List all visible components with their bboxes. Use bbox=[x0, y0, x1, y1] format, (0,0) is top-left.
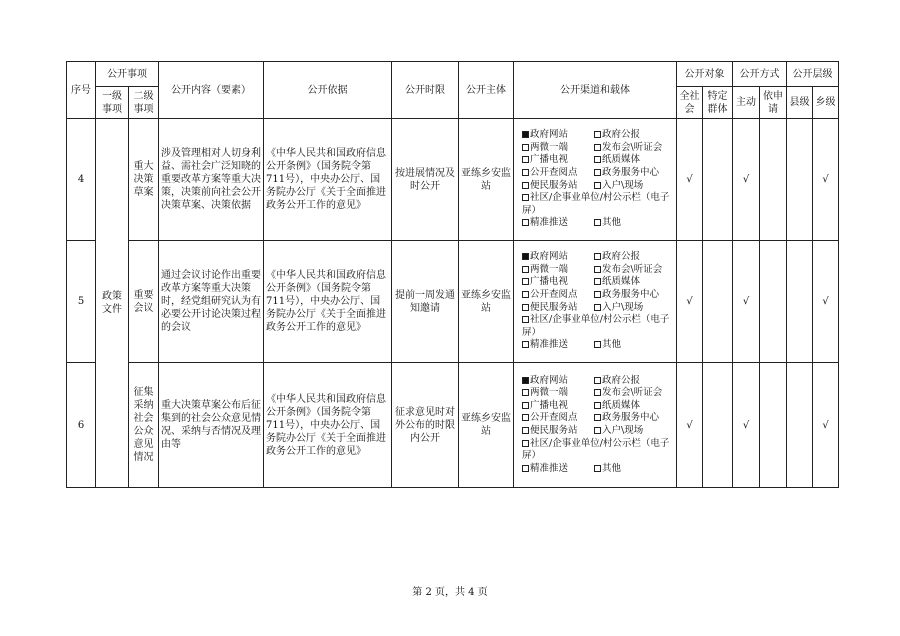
header-target-all: 全社会 bbox=[677, 87, 703, 119]
channel-label: 两微一端 bbox=[530, 141, 569, 153]
channel-option bbox=[594, 154, 640, 167]
channel-option bbox=[522, 142, 594, 155]
header-basis: 公开依据 bbox=[264, 62, 392, 119]
channel-label: 政府公报 bbox=[602, 374, 641, 386]
channel-line bbox=[522, 180, 674, 193]
channel-option bbox=[522, 251, 594, 264]
header-level1: 一级事项 bbox=[96, 87, 129, 119]
row-target-all: √ bbox=[677, 241, 703, 363]
row-channels bbox=[514, 119, 677, 241]
header-content: 公开内容（要素） bbox=[159, 62, 264, 119]
channel-option bbox=[594, 425, 643, 438]
channel-option bbox=[522, 438, 672, 463]
table-row bbox=[67, 241, 839, 363]
channel-label: 社区/企事业单位/村公示栏（电子屏） bbox=[522, 192, 670, 216]
row-method-active: √ bbox=[733, 119, 760, 241]
checkbox-empty-icon bbox=[594, 465, 601, 472]
header-level-county: 县级 bbox=[787, 87, 813, 119]
checkbox-empty-icon bbox=[522, 278, 529, 285]
row-timelimit: 征求意见时对外公布的时限内公开 bbox=[392, 363, 459, 488]
channel-option bbox=[594, 375, 640, 388]
row-level-county bbox=[787, 119, 813, 241]
channel-label: 两微一端 bbox=[530, 263, 569, 275]
channel-line bbox=[522, 129, 674, 142]
channel-line bbox=[522, 217, 674, 230]
channel-option bbox=[522, 180, 594, 193]
checkbox-checked-icon bbox=[522, 131, 529, 138]
checkbox-empty-icon bbox=[522, 266, 529, 273]
channel-option bbox=[522, 167, 594, 180]
row-method-apply bbox=[760, 119, 787, 241]
channel-line bbox=[522, 375, 674, 388]
channel-label: 社区/企事业单位/村公示栏（电子屏） bbox=[522, 314, 670, 338]
channel-label: 便民服务站 bbox=[530, 425, 578, 436]
channel-label: 其他 bbox=[602, 462, 622, 474]
channel-label: 精准推送 bbox=[530, 462, 569, 474]
header-level-town: 乡级 bbox=[813, 87, 839, 119]
channel-line bbox=[522, 463, 674, 476]
checkbox-empty-icon bbox=[594, 427, 601, 434]
channel-label: 精准推送 bbox=[530, 339, 569, 351]
channel-option bbox=[594, 251, 640, 264]
header-subject: 公开主体 bbox=[459, 62, 514, 119]
channel-label: 社区/企事业单位/村公示栏（电子屏） bbox=[522, 437, 670, 462]
row-subject: 亚练乡安监站 bbox=[459, 363, 514, 488]
row-level-town: √ bbox=[813, 241, 839, 363]
channel-option bbox=[594, 142, 662, 155]
channel-line bbox=[522, 192, 674, 217]
channel-label: 纸质媒体 bbox=[602, 276, 641, 288]
checkbox-empty-icon bbox=[522, 194, 529, 201]
channel-label: 入户\现场 bbox=[602, 301, 644, 313]
channel-label: 广播电视 bbox=[530, 276, 569, 288]
channel-label: 政务服务中心 bbox=[602, 166, 660, 178]
channel-label: 广播电视 bbox=[530, 399, 569, 411]
row-method-active: √ bbox=[733, 363, 760, 488]
channel-line bbox=[522, 167, 674, 180]
channel-option bbox=[522, 314, 672, 339]
channel-line bbox=[522, 289, 674, 302]
row-seq: 4 bbox=[67, 119, 96, 241]
channel-option bbox=[522, 387, 594, 400]
channel-line bbox=[522, 302, 674, 315]
channel-line bbox=[522, 142, 674, 155]
header-channels: 公开渠道和载体 bbox=[514, 62, 677, 119]
checkbox-checked-icon bbox=[522, 377, 529, 384]
channel-line bbox=[522, 276, 674, 289]
header-timelimit: 公开时限 bbox=[392, 62, 459, 119]
checkbox-empty-icon bbox=[522, 427, 529, 434]
checkbox-empty-icon bbox=[522, 182, 529, 189]
row-channels bbox=[514, 363, 677, 488]
checkbox-empty-icon bbox=[522, 316, 529, 323]
header-method-active: 主动 bbox=[733, 87, 760, 119]
row-target-specific bbox=[703, 119, 733, 241]
channel-option bbox=[522, 302, 594, 315]
checkbox-empty-icon bbox=[594, 377, 601, 384]
header-level2: 二级事项 bbox=[129, 87, 159, 119]
checkbox-checked-icon bbox=[522, 253, 529, 260]
channel-line bbox=[522, 264, 674, 277]
row-timelimit: 按进展情况及时公开 bbox=[392, 119, 459, 241]
channel-label: 政府公报 bbox=[602, 129, 641, 141]
checkbox-empty-icon bbox=[522, 465, 529, 472]
channel-label: 入户\现场 bbox=[602, 425, 644, 436]
channel-list bbox=[516, 375, 674, 476]
row-method-apply bbox=[760, 241, 787, 363]
channel-line bbox=[522, 251, 674, 264]
row-channels bbox=[514, 241, 677, 363]
checkbox-empty-icon bbox=[594, 389, 601, 396]
header-level: 公开层级 bbox=[787, 62, 839, 87]
checkbox-empty-icon bbox=[522, 341, 529, 348]
channel-option bbox=[594, 276, 640, 289]
channel-option bbox=[522, 276, 594, 289]
channel-option bbox=[594, 289, 659, 302]
channel-label: 两微一端 bbox=[530, 387, 569, 399]
row-target-specific bbox=[703, 241, 733, 363]
channel-label: 政府公报 bbox=[602, 251, 641, 263]
channel-option bbox=[594, 167, 659, 180]
checkbox-empty-icon bbox=[522, 169, 529, 176]
channel-option bbox=[522, 129, 594, 142]
channel-label: 发布会\听证会 bbox=[602, 387, 663, 399]
checkbox-empty-icon bbox=[594, 278, 601, 285]
row-target-all: √ bbox=[677, 119, 703, 241]
checkbox-empty-icon bbox=[594, 144, 601, 151]
header-seq: 序号 bbox=[67, 62, 96, 119]
channel-label: 精准推送 bbox=[530, 217, 569, 229]
checkbox-empty-icon bbox=[522, 219, 529, 226]
checkbox-empty-icon bbox=[594, 131, 601, 138]
row-level2: 重大决策草案 bbox=[129, 119, 159, 241]
channel-label: 发布会\听证会 bbox=[602, 141, 663, 153]
channel-option bbox=[594, 387, 662, 400]
header-target: 公开对象 bbox=[677, 62, 733, 87]
checkbox-empty-icon bbox=[594, 341, 601, 348]
channel-option bbox=[522, 425, 594, 438]
checkbox-empty-icon bbox=[522, 414, 529, 421]
channel-label: 政务服务中心 bbox=[602, 412, 660, 424]
channel-list bbox=[516, 251, 674, 352]
channel-option bbox=[594, 412, 659, 425]
channel-label: 政府网站 bbox=[530, 251, 569, 263]
channel-option bbox=[594, 217, 621, 230]
channel-option bbox=[522, 463, 594, 476]
category-cell: 政策文件 bbox=[96, 119, 129, 488]
header-method: 公开方式 bbox=[733, 62, 787, 87]
channel-line bbox=[522, 154, 674, 167]
checkbox-empty-icon bbox=[522, 304, 529, 311]
checkbox-empty-icon bbox=[594, 414, 601, 421]
row-timelimit: 提前一周发通知邀请 bbox=[392, 241, 459, 363]
checkbox-empty-icon bbox=[594, 402, 601, 409]
checkbox-empty-icon bbox=[522, 440, 529, 447]
channel-option bbox=[522, 289, 594, 302]
channel-option bbox=[594, 129, 640, 142]
page-footer: 第 2 页，共 4 页 bbox=[412, 587, 488, 598]
checkbox-empty-icon bbox=[522, 291, 529, 298]
row-seq: 6 bbox=[67, 363, 96, 488]
checkbox-empty-icon bbox=[594, 182, 601, 189]
header-item: 公开事项 bbox=[96, 62, 159, 87]
channel-line bbox=[522, 387, 674, 400]
row-basis: 《中华人民共和国政府信息公开条例》（国务院令第711号），中央办公厅、国务院办公厅《关于全面推进政务公开工作的意见》 bbox=[264, 241, 392, 363]
checkbox-empty-icon bbox=[594, 253, 601, 260]
header-method-apply: 依申请 bbox=[760, 87, 787, 119]
channel-label: 公开查阅点 bbox=[530, 288, 578, 300]
table-row bbox=[67, 119, 839, 241]
channel-option bbox=[522, 375, 594, 388]
channel-option bbox=[594, 463, 621, 476]
row-subject: 亚练乡安监站 bbox=[459, 241, 514, 363]
channel-label: 便民服务站 bbox=[530, 179, 578, 191]
row-content: 通过会议讨论作出重要改革方案等重大决策时，经党组研究认为有必要公开讨论决策过程的会议 bbox=[159, 241, 264, 363]
channel-label: 政府网站 bbox=[530, 374, 569, 386]
row-basis: 《中华人民共和国政府信息公开条例》（国务院令第711号），中央办公厅、国务院办公厅《关于全面推进政务公开工作的意见》 bbox=[264, 363, 392, 488]
channel-option bbox=[522, 217, 594, 230]
checkbox-empty-icon bbox=[594, 156, 601, 163]
row-level-county bbox=[787, 363, 813, 488]
table-row bbox=[67, 363, 839, 488]
checkbox-empty-icon bbox=[522, 402, 529, 409]
channel-option bbox=[522, 412, 594, 425]
channel-line bbox=[522, 412, 674, 425]
row-level-town: √ bbox=[813, 363, 839, 488]
channel-option bbox=[594, 339, 621, 352]
row-level2: 征集采纳社会公众意见情况 bbox=[129, 363, 159, 488]
row-seq: 5 bbox=[67, 241, 96, 363]
channel-label: 纸质媒体 bbox=[602, 399, 641, 411]
channel-label: 政务服务中心 bbox=[602, 288, 660, 300]
channel-label: 公开查阅点 bbox=[530, 166, 578, 178]
channel-label: 发布会\听证会 bbox=[602, 263, 663, 275]
channel-option bbox=[522, 400, 594, 413]
row-basis: 《中华人民共和国政府信息公开条例》（国务院令第711号），中央办公厅、国务院办公厅《关于全面推进政务公开工作的意见》 bbox=[264, 119, 392, 241]
row-level-town: √ bbox=[813, 119, 839, 241]
channel-option bbox=[594, 400, 640, 413]
checkbox-empty-icon bbox=[594, 169, 601, 176]
channel-label: 便民服务站 bbox=[530, 301, 578, 313]
header-target-specific: 特定群体 bbox=[703, 87, 733, 119]
channel-option bbox=[522, 264, 594, 277]
channel-option bbox=[522, 154, 594, 167]
channel-line bbox=[522, 425, 674, 438]
channel-label: 其他 bbox=[602, 339, 622, 351]
checkbox-empty-icon bbox=[594, 304, 601, 311]
row-target-specific bbox=[703, 363, 733, 488]
channel-label: 纸质媒体 bbox=[602, 154, 641, 166]
channel-option bbox=[522, 192, 672, 217]
channel-list bbox=[516, 129, 674, 230]
disclosure-table bbox=[66, 61, 839, 488]
checkbox-empty-icon bbox=[594, 219, 601, 226]
channel-option bbox=[594, 302, 643, 315]
channel-option bbox=[594, 264, 662, 277]
channel-line bbox=[522, 314, 674, 339]
channel-option bbox=[522, 339, 594, 352]
row-target-all: √ bbox=[677, 363, 703, 488]
checkbox-empty-icon bbox=[522, 389, 529, 396]
checkbox-empty-icon bbox=[594, 291, 601, 298]
checkbox-empty-icon bbox=[594, 266, 601, 273]
row-subject: 亚练乡安监站 bbox=[459, 119, 514, 241]
row-level-county bbox=[787, 241, 813, 363]
row-level2: 重要会议 bbox=[129, 241, 159, 363]
channel-label: 公开查阅点 bbox=[530, 412, 578, 424]
row-content: 重大决策草案公布后征集到的社会公众意见情况、采纳与否情况及理由等 bbox=[159, 363, 264, 488]
channel-label: 政府网站 bbox=[530, 129, 569, 141]
channel-line bbox=[522, 438, 674, 463]
channel-label: 广播电视 bbox=[530, 154, 569, 166]
channel-label: 其他 bbox=[602, 217, 622, 229]
channel-line bbox=[522, 400, 674, 413]
channel-line bbox=[522, 339, 674, 352]
row-content: 涉及管理相对人切身利益、需社会广泛知晓的重要改革方案等重大决策，决策前向社会公开决策草案、决策依据 bbox=[159, 119, 264, 241]
checkbox-empty-icon bbox=[522, 144, 529, 151]
row-method-active: √ bbox=[733, 241, 760, 363]
channel-option bbox=[594, 180, 643, 193]
row-method-apply bbox=[760, 363, 787, 488]
channel-label: 入户\现场 bbox=[602, 179, 644, 191]
checkbox-empty-icon bbox=[522, 156, 529, 163]
